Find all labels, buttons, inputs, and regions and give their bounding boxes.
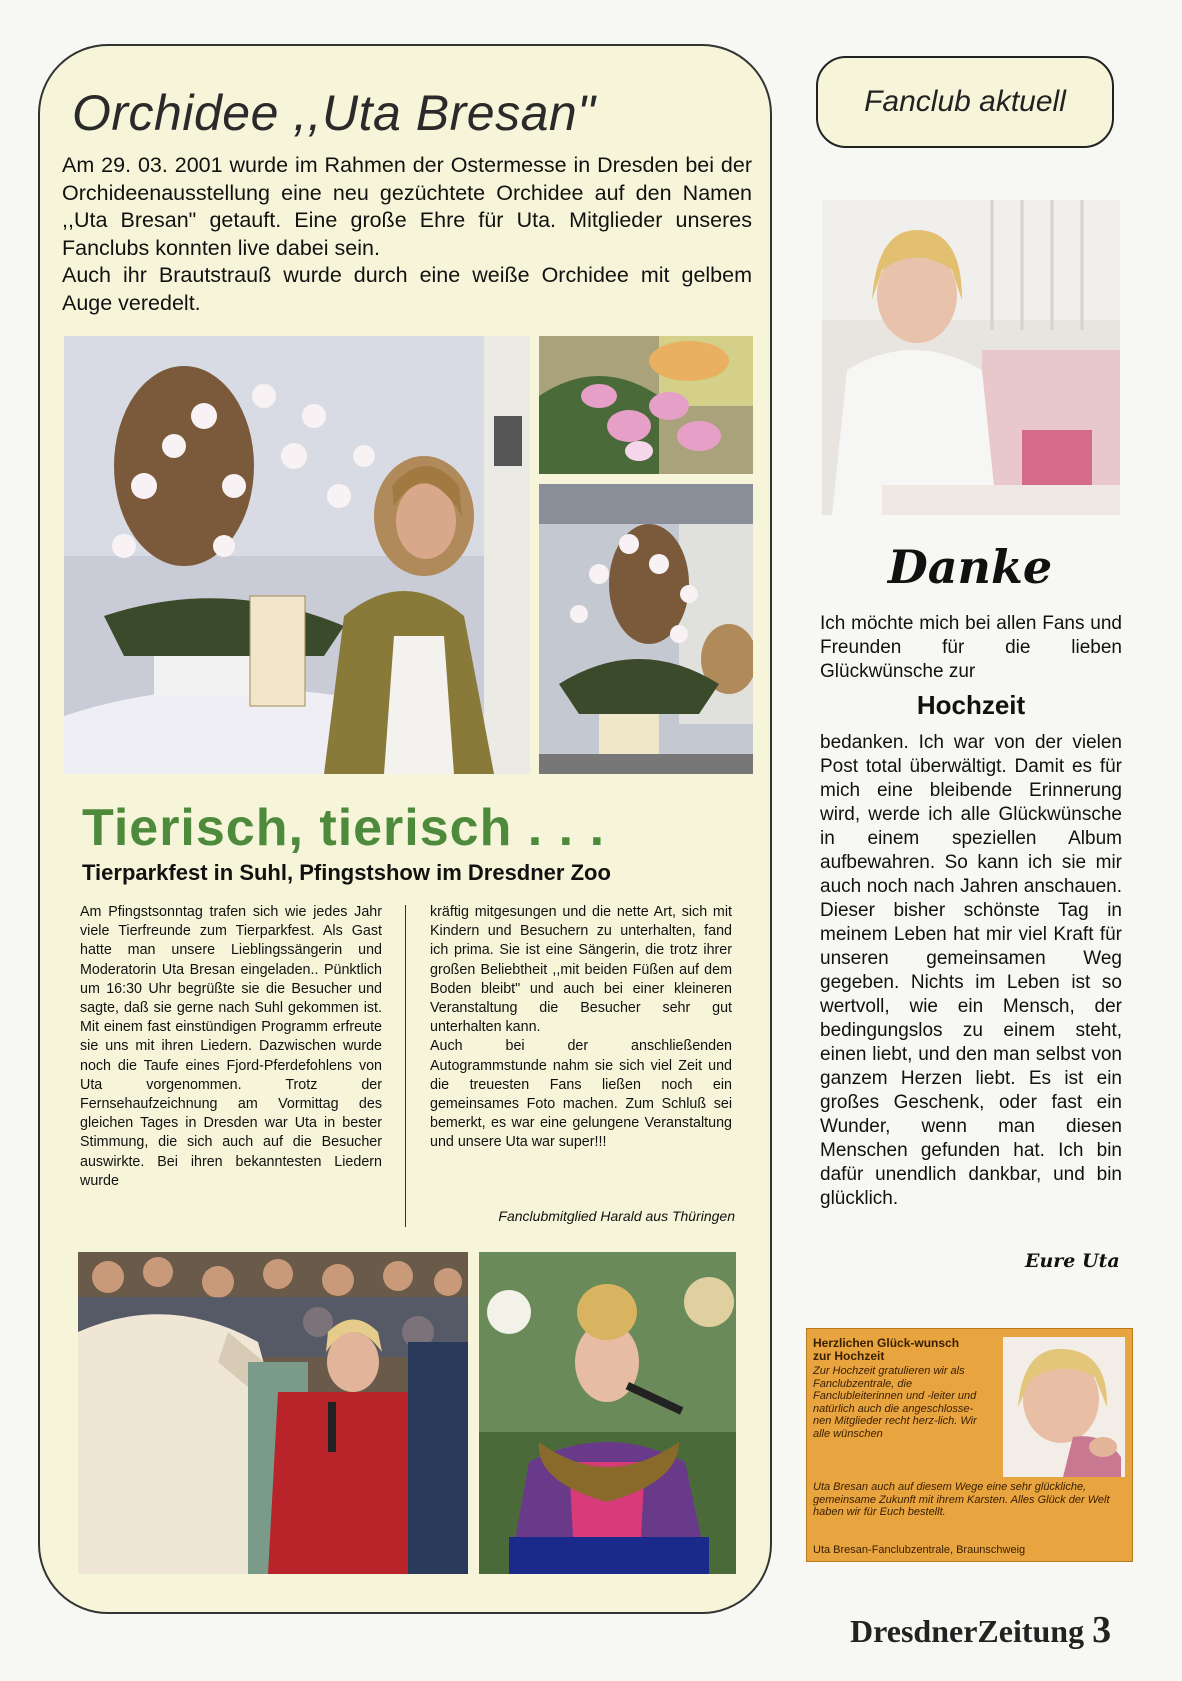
danke-intro-text: Ich möchte mich bei allen Fans und Freunden für die lieben Glückwünsche zur <box>820 613 1122 682</box>
page-number: 3 <box>1092 1609 1112 1651</box>
publication-name: DresdnerZeitung <box>850 1613 1085 1649</box>
tierisch-article-subtitle: Tierparkfest in Suhl, Pfingstshow im Dresdner Zoo <box>82 860 611 885</box>
photo-orchid-presentation <box>64 336 530 774</box>
danke-body <box>820 731 1122 1211</box>
orchid-article-text <box>62 152 752 317</box>
danke-body-text: bedanken. Ich war von der vielen Post total überwältigt. Damit es für mich eine bleibende Erinnerung wird, werde ich alle Glückwünsche in einem speziellen Album aufbewahren. So kann ich sie mir auch noch nach Jahren anschauen. Dieser bisher schönste Tag in meinem Leben hat mir viel Kraft für unseren gemeinsamen Weg gegeben. Nichts im Leben ist so wertvoll, wie ein Mensch, der bedingungslos zu einem steht, einen liebt, und den man selbst von ganzem Herzen liebt. Es ist ein großes Geschenk, oder fast ein Wunder, wenn man diesen Menschen gefunden hat. Ich bin dafür unendlich dankbar, und bin glücklich. <box>820 732 1122 1209</box>
tierisch-column-right <box>430 903 732 1153</box>
clipping-photo <box>1003 1337 1125 1477</box>
tierisch-column-right-p2: Auch bei der anschließenden Autogrammstunde nahm sie sich viel Zeit und die treuesten Fans ließen noch ein gemeinsames Foto machen. Zum Schluß sei bemerkt, es war eine gelungene Veranstaltung und unsere Uta war super!!! <box>430 1038 732 1151</box>
clipping-sign: Uta Bresan-Fanclubzentrale, Braunschweig <box>813 1544 1026 1556</box>
photo-snake-show <box>479 1252 736 1574</box>
tierisch-column-left-text: Am Pfingstsonntag trafen sich wie jedes Jahr viele Tierfreunde zum Tierparkfest. Als Gast hatte man unsere Lieblingssängerin und Moderatorin Uta Bresan eingeladen.. Pünktlich um 16:30 Uhr begrüßte sie die Besucher und sagte, daß sie gerne nach Suhl gekommen ist. Mit einem fast einstündigen Programm erfreute sie uns mit ihren Liedern. Dazwischen wurde noch die Taufe eines Fjord-Pferdefohlens von Uta vorgenommen. Trotz der Fernsehaufzeichnung am Vormittag des gleichen Tages in Dresden war Uta in bester Stimmung, die sich auch auf die Besucher auswirkte. Bei ihren bekanntesten Liedern wurde <box>80 904 382 1189</box>
photo-horse-christening <box>78 1252 468 1574</box>
clipping-body: Zur Hochzeit gratulieren wir als Fanclubzentrale, die Fanclubleiterinnen und -leiter und natürlich auch die angeschlosse-nen Mitglieder recht herz-lich. Wir alle wünschen <box>813 1365 977 1440</box>
danke-intro <box>820 612 1122 684</box>
fanclub-aktuell-badge: Fanclub aktuell <box>816 56 1114 148</box>
column-divider <box>405 905 406 1227</box>
photo-uta-signing <box>822 200 1120 515</box>
danke-heading: Danke <box>887 540 1053 594</box>
congratulation-clipping <box>806 1328 1133 1562</box>
tierisch-column-left <box>80 903 382 1191</box>
signature: Eure Uta <box>1025 1250 1120 1272</box>
tierisch-article-title: Tierisch, tierisch . . . <box>82 799 606 857</box>
clipping-body-continued: Uta Bresan auch auf diesem Wege eine sehr glückliche, gemeinsame Zukunft mit ihrem Karsten. Alles Glück der Welt haben wir für Euch bestellt. <box>813 1481 1110 1519</box>
photo-orchid-closeup <box>539 336 753 474</box>
tierisch-column-right-p1: kräftig mitgesungen und die nette Art, sich mit Kindern und Besuchern zu unterhalten, fand ich prima. Sie ist eine Sängerin, die trotz ihrer großen Beliebtheit ,,mit beiden Füßen auf dem Boden bleibt" und auch bei einer kleineren Veranstaltung die Besucher sehr gut unterhalten kann. <box>430 904 732 1036</box>
footer-publication <box>850 1608 1111 1652</box>
orchid-paragraph-2: Auch ihr Brautstrauß wurde durch eine weiße Orchidee mit gelbem Auge veredelt. <box>62 263 752 315</box>
orchid-paragraph-1: Am 29. 03. 2001 wurde im Rahmen der Ostermesse in Dresden bei der Orchideenausstellung eine neu gezüchtete Orchidee auf den Namen ,,Uta Bresan" getauft. Eine große Ehre für Uta. Mitglieder unseres Fanclubs konnten live dabei sein. <box>62 153 752 260</box>
orchid-article-title: Orchidee ,,Uta Bresan" <box>72 85 596 141</box>
photo-orchid-arrangement <box>539 484 753 774</box>
clipping-headline: Herzlichen Glück-wunsch zur Hochzeit <box>813 1336 960 1363</box>
article-author: Fanclubmitglied Harald aus Thüringen <box>498 1208 735 1224</box>
hochzeit-heading: Hochzeit <box>916 690 1026 720</box>
